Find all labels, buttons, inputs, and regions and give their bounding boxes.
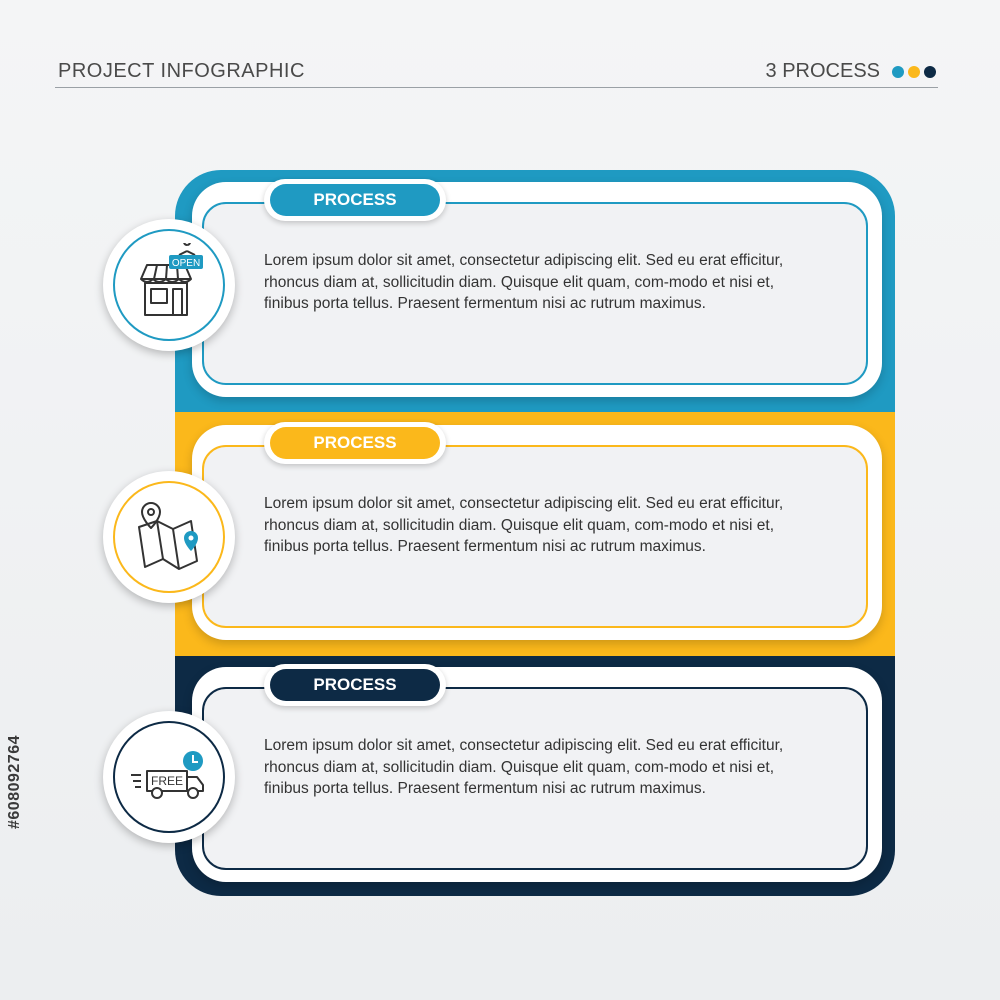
process-card-1 [192,182,882,397]
process-label-text: PROCESS [270,184,440,216]
stock-id-watermark: #608092764 [6,735,23,829]
free-delivery-truck-icon [127,735,211,819]
page-title: PROJECT INFOGRAPHIC [58,60,305,82]
process-label-1 [264,179,446,221]
process-description-3: Lorem ipsum dolor sit amet, consectetur adipiscing elit. Sed eu erat efficitur, rhoncus diam at, sollicitudin diam. Quisque elit quam, com-modo et nisi et, finibus porta tellus. Praesent fermentum nisi ac rutrum maximus. [264,737,784,797]
icon-ring [113,481,225,593]
shop-open-icon [127,243,211,327]
process-label-3 [264,664,446,706]
process-count-label: 3 PROCESS [765,60,880,82]
dot-blue [892,66,904,78]
icon-badge-3 [103,711,235,843]
process-card-2 [192,425,882,640]
process-card-3 [192,667,882,882]
map-pin-icon [129,497,209,577]
process-label-text: PROCESS [270,427,440,459]
process-description-2: Lorem ipsum dolor sit amet, consectetur adipiscing elit. Sed eu erat efficitur, rhoncus diam at, sollicitudin diam. Quisque elit quam, com-modo et nisi et, finibus porta tellus. Praesent fermentum nisi ac rutrum maximus. [264,495,784,555]
icon-badge-2 [103,471,235,603]
icon-ring [113,721,225,833]
header-divider [55,87,938,88]
process-label-2 [264,422,446,464]
dot-navy [924,66,936,78]
dot-yellow [908,66,920,78]
icon-badge-1 [103,219,235,351]
process-count [766,60,936,83]
open-sign-text: OPEN [171,258,201,269]
icon-ring [113,229,225,341]
process-description-1: Lorem ipsum dolor sit amet, consectetur adipiscing elit. Sed eu erat efficitur, rhoncus diam at, sollicitudin diam. Quisque elit quam, com-modo et nisi et, finibus porta tellus. Praesent fermentum nisi ac rutrum maximus. [264,252,784,312]
free-label-text: FREE [150,774,184,788]
color-dots [892,66,936,78]
process-label-text: PROCESS [270,669,440,701]
